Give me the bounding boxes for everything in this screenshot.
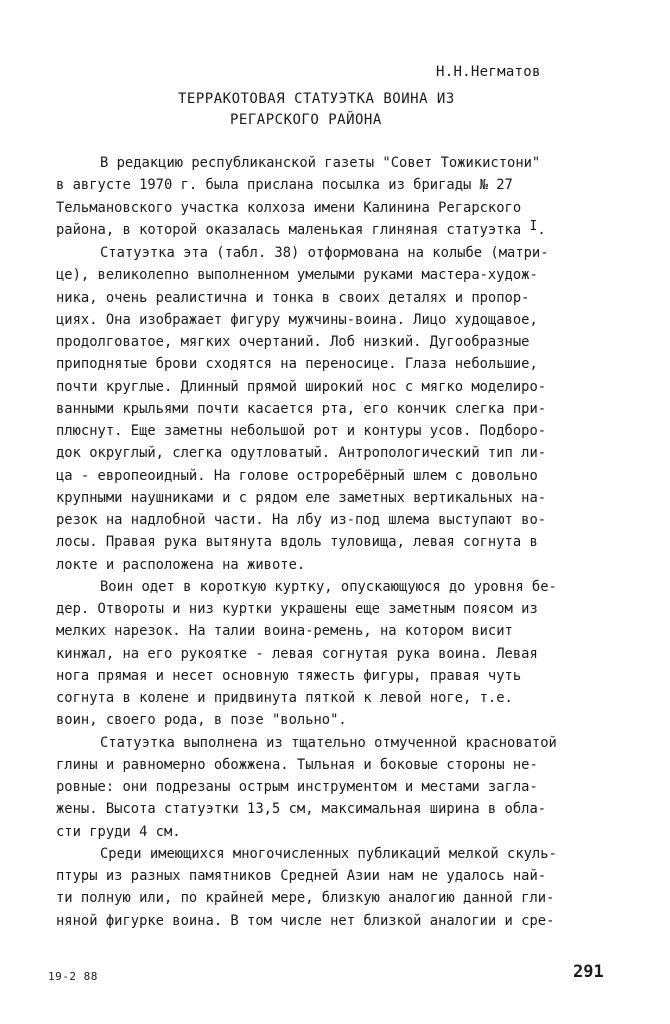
title-line-2: РЕГАРСКОГО РАЙОНА bbox=[230, 112, 382, 128]
author-name: Н.Н.Негматов bbox=[436, 64, 541, 80]
title-line-1: ТЕРРАКОТОВАЯ СТАТУЭТКА ВОИНА ИЗ bbox=[178, 91, 455, 107]
footnote-mark: I bbox=[529, 218, 538, 234]
printer-signature: 19-2 88 bbox=[48, 970, 98, 983]
paragraph-2: Статуэтка эта (табл. 38) отформована на колыбе (матри- це), великолепно выполненном умелыми руками мастера-худож- ника, очень реалистична и тонка в своих деталях и пропор- циях. Она изображает фигуру мужчины-воина. Лицо худощавое, продолговатое, мягких очертаний. Лоб низкий. Дугообразные приподнятые брови сходятся на переносице. Глаза небольшие, почти круглые. Длинный прямой широкий нос с мягко моделиро- ванными крыльями почти касается рта, его кончик слегка при- плюснут. Еще заметны небольшой рот и контуры усов. Подборо- док округлый, слегка одутловатый. Антропологический тип ли- ца - европеоидный. На голове остроребёрный шлем с довольно крупными наушниками и с рядом еле заметных вертикальных на- резок на надлобной части. На лбу из-под шлема выступают во- лосы. Правая рука вытянута вдоль туловища, левая согнута в локте и расположена на животе. bbox=[56, 245, 549, 573]
paragraph-1-text: В редакцию республиканской газеты "Совет Тожикистони" в августе 1970 г. была прислана посылка из бригады № 27 Тельмановского участка колхоза имени Калинина Регарского района, в которой оказалась маленькая глиняная статуэтка bbox=[56, 155, 541, 238]
article-title bbox=[178, 89, 468, 131]
article-body bbox=[56, 152, 596, 932]
paragraph-1: В редакцию республиканской газеты "Совет Тожикистони" в августе 1970 г. была прислана посылка из бригады № 27 Тельмановского участка колхоза имени Калинина Регарского района, в которой оказалась маленькая глиняная статуэтка I. bbox=[56, 155, 546, 238]
paragraph-3: Воин одет в короткую куртку, опускающуюся до уровня бе- дер. Отвороты и низ куртки украшены еще заметным поясом из мелких нарезок. На талии воина-ремень, на котором висит кинжал, на его рукоятке - левая согнутая рука воина. Левая нога прямая и несет основную тяжесть фигуры, правая чуть согнута в колене и придвинута пяткой к левой ноге, т.е. воин, своего рода, в позе "вольно". bbox=[56, 578, 557, 729]
paragraph-5: Среди имеющихся многочисленных публикаций мелкой скуль- птуры из разных памятников Средней Азии нам не удалось най- ти полную или, по крайней мере, близкую аналогию данной гли- няной фигурке воина. В том числе нет близкой аналогии и сре- bbox=[56, 845, 557, 929]
page-number: 291 bbox=[573, 962, 604, 982]
paragraph-4: Статуэтка выполнена из тщательно отмученной красноватой глины и равномерно обожжена. Тыльная и боковые стороны не- ровные: они подрезаны острым инструментом и местами загла- жены. Высота статуэтки 13,5 см, максимальная ширина в обла- сти груди 4 см. bbox=[56, 734, 557, 840]
